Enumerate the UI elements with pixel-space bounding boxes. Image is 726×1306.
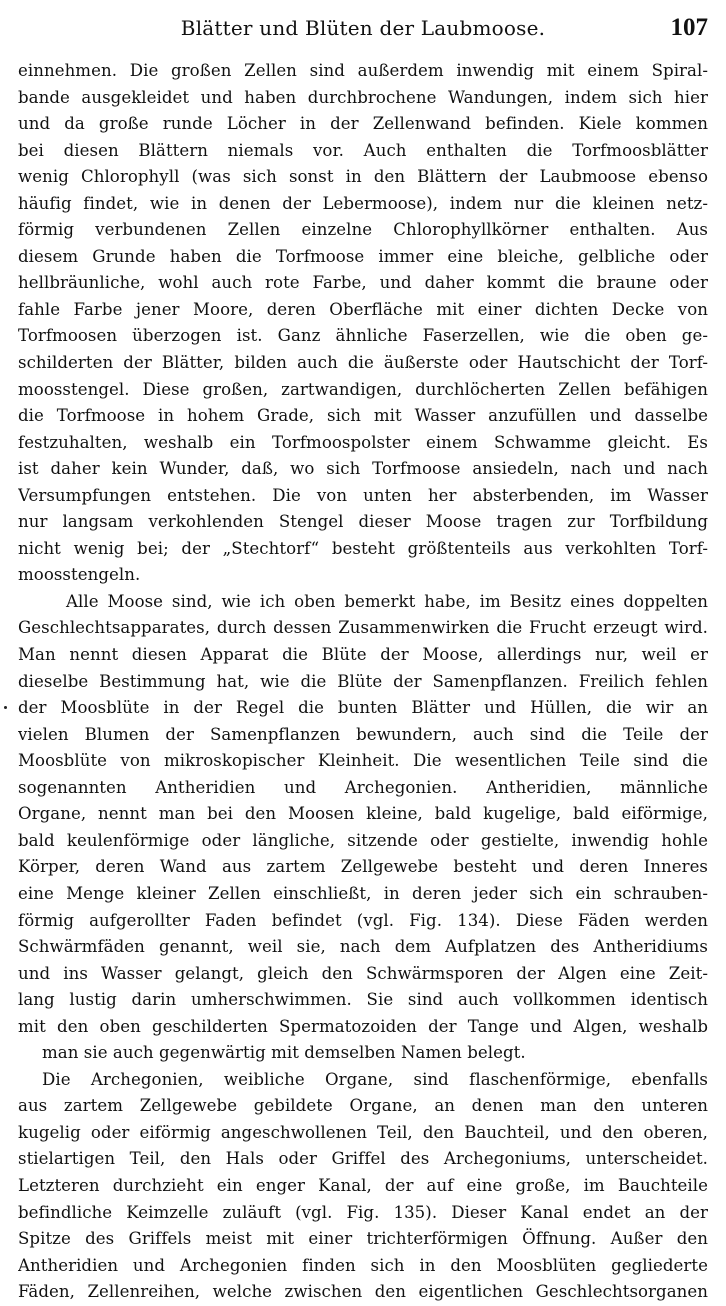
text-line: stielartigen Teil, den Hals oder Griffel des Archegoniums, unterscheidet. (18, 1149, 708, 1169)
text-line: vielen Blumen der Samenpflanzen bewundern, auch sind die Teile der (18, 724, 708, 744)
page-number: 107 (670, 14, 708, 41)
text-line: ist daher kein Wunder, daß, wo sich Torfmoose ansiedeln, nach und nach (18, 459, 708, 479)
text-line: schilderten der Blätter, bilden auch die äußerste oder Hautschicht der Torf- (18, 353, 708, 373)
paragraph-end-line: man sie auch gegenwärtig mit demselben Namen belegt. (42, 1043, 526, 1063)
text-line: festzuhalten, weshalb ein Torfmoospolster einem Schwamme gleicht. Es (18, 432, 708, 452)
text-line: mit den oben geschilderten Spermatozoiden der Tange und Algen, weshalb (18, 1016, 708, 1036)
text-line: Körper, deren Wand aus zartem Zellgewebe besteht und deren Inneres (18, 857, 708, 877)
text-line: fahle Farbe jener Moore, deren Oberfläche mit einer dichten Decke von (18, 299, 708, 319)
text-line: lang lustig darin umherschwimmen. Sie sind auch vollkommen identisch (18, 990, 708, 1010)
text-line: Spitze des Griffels meist mit einer trichterförmigen Öffnung. Außer den (18, 1229, 708, 1249)
text-line: häufig findet, wie in denen der Lebermoose), indem nur die kleinen netz- (18, 193, 708, 213)
text-line: und da große runde Löcher in der Zellenwand befinden. Kiele kommen (18, 114, 708, 134)
text-line: aus zartem Zellgewebe gebildete Organe, an denen man den unteren (18, 1096, 708, 1116)
paragraph-start-line: Alle Moose sind, wie ich oben bemerkt habe, im Besitz eines doppelten (66, 591, 708, 611)
text-line: der Moosblüte in der Regel die bunten Blätter und Hüllen, die wir an (18, 698, 708, 718)
body-text (18, 58, 708, 1306)
text-line: sogenannten Antheridien und Archegonien. Antheridien, männliche (18, 777, 708, 797)
text-line: und ins Wasser gelangt, gleich den Schwärmsporen der Algen eine Zeit- (18, 963, 708, 983)
text-line: förmig aufgerollter Faden befindet (vgl. Fig. 134). Diese Fäden werden (18, 910, 708, 930)
text-line: Man nennt diesen Apparat die Blüte der Moose, allerdings nur, weil er (18, 645, 708, 665)
text-line: Versumpfungen entstehen. Die von unten her absterbenden, im Wasser (18, 485, 708, 505)
text-line: Torfmoosen überzogen ist. Ganz ähnliche Faserzellen, wie die oben ge- (18, 326, 708, 346)
running-title: Blätter und Blüten der Laubmoose. (180, 16, 546, 40)
text-line: bald keulenförmige oder längliche, sitzende oder gestielte, inwendig hohle (18, 830, 708, 850)
text-line: Geschlechtsapparates, durch dessen Zusammenwirken die Frucht erzeugt wird. (18, 618, 708, 638)
text-line: Organe, nennt man bei den Moosen kleine, bald kugelige, bald eiförmige, (18, 804, 708, 824)
text-line: diesem Grunde haben die Torfmoose immer eine bleiche, gelbliche oder (18, 246, 708, 266)
text-line: nicht wenig bei; der „Stechtorf“ besteht größtenteils aus verkohlten Torf- (18, 538, 708, 558)
text-line: eine Menge kleiner Zellen einschließt, in deren jeder sich ein schrauben- (18, 883, 708, 903)
paragraph-start-line: Die Archegonien, weibliche Organe, sind flaschenförmige, ebenfalls (42, 1069, 708, 1089)
text-line: Schwärmfäden genannt, weil sie, nach dem Aufplatzen des Antheridiums (18, 937, 708, 957)
text-line: bande ausgekleidet und haben durchbrochene Wandungen, indem sich hier (18, 87, 708, 107)
text-line: nur langsam verkohlenden Stengel dieser Moose tragen zur Torfbildung (18, 512, 708, 532)
text-line: Moosblüte von mikroskopischer Kleinheit. Die wesentlichen Teile sind die (18, 751, 708, 771)
text-line: förmig verbundenen Zellen einzelne Chlorophyllkörner enthalten. Aus (18, 220, 708, 240)
text-line: Letzteren durchzieht ein enger Kanal, der auf eine große, im Bauchteile (18, 1175, 708, 1195)
text-line: Antheridien und Archegonien finden sich in den Moosblüten gegliederte (18, 1255, 708, 1275)
text-line: moosstengel. Diese großen, zartwandigen, durchlöcherten Zellen befähigen (18, 379, 708, 399)
margin-mark (4, 706, 7, 709)
text-line: bei diesen Blättern niemals vor. Auch enthalten die Torfmoosblätter (18, 140, 708, 160)
text-line: wenig Chlorophyll (was sich sonst in den Blättern der Laubmoose ebenso (18, 167, 708, 187)
text-line: dieselbe Bestimmung hat, wie die Blüte der Samenpflanzen. Freilich fehlen (18, 671, 708, 691)
text-line: befindliche Keimzelle zuläuft (vgl. Fig. 135). Dieser Kanal endet an der (18, 1202, 708, 1222)
text-line: die Torfmoose in hohem Grade, sich mit Wasser anzufüllen und dasselbe (18, 406, 708, 426)
text-line: hellbräunliche, wohl auch rote Farbe, und daher kommt die braune oder (18, 273, 708, 293)
text-line: einnehmen. Die großen Zellen sind außerdem inwendig mit einem Spiral- (18, 61, 708, 80)
text-line: kugelig oder eiförmig angeschwollenen Teil, den Bauchteil, und den oberen, (18, 1122, 708, 1142)
text-line: Fäden, Zellenreihen, welche zwischen den eigentlichen Geschlechtsorganen (18, 1282, 708, 1302)
running-header (18, 14, 708, 48)
paragraph-end-line: moosstengeln. (18, 565, 141, 585)
